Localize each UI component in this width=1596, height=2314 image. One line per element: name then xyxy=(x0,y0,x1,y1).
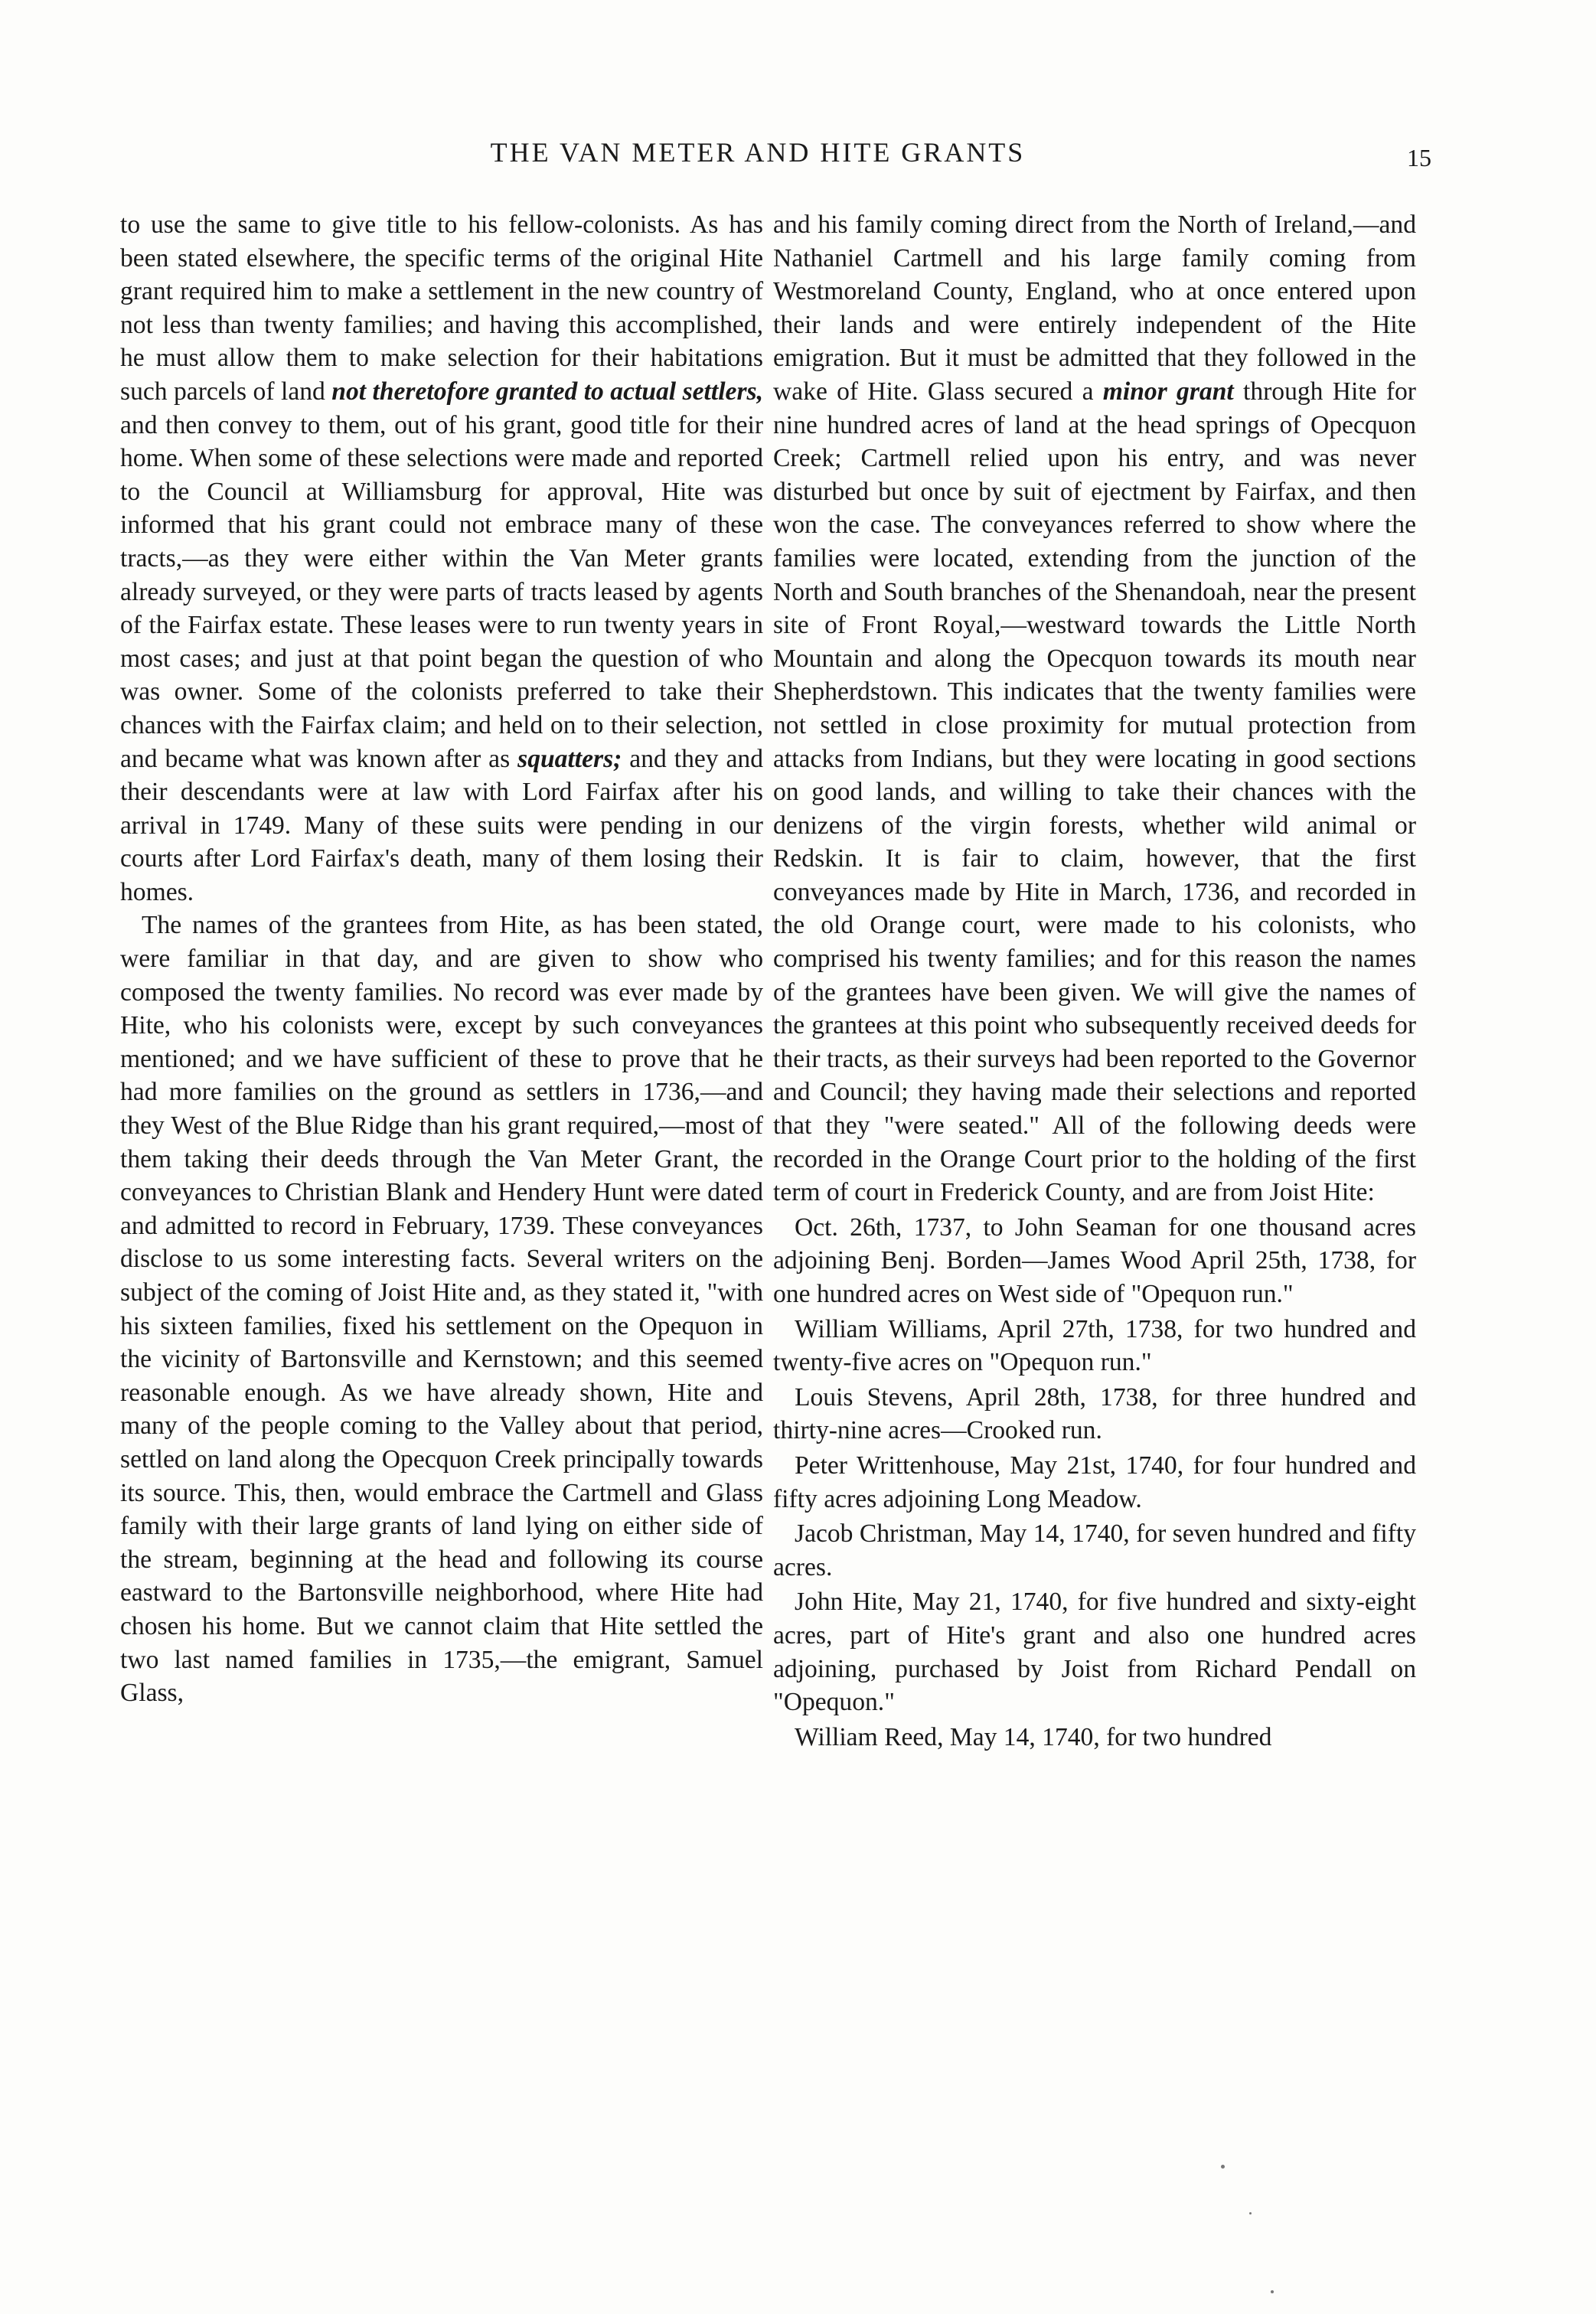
running-head: THE VAN METER AND HITE GRANTS xyxy=(490,137,1026,168)
scan-speck xyxy=(1249,2212,1252,2214)
italic-phrase: minor grant xyxy=(1102,377,1234,406)
text-run: and then convey to them, out of his grant, good title for their home. When some of these selections were made and reported to the Council at Williamsburg for approval, Hite was informed that his grant could not embrace many of these tracts,—as they were either within the Van Meter grants already surveyed, or they were parts of tracts leased by agents of the Fairfax estate. These leases were to run twenty years in most cases; and just at that point began the question of who was owner. Some of the colonists preferred to take their chances with the Fairfax claim; and held on to their selection, and became what was known after as xyxy=(120,410,763,773)
text-run: through Hite for nine hundred acres of land at the head springs of Opecquon Creek; Cartmell relied upon his entry, and was never disturbed but once by suit of ejectment by Fairfax, and then won the case. The conveyances referred to show where the families were located, extending from the junction of the North and South branches of the Shenandoah, near the present site of Front Royal,—westward towards the Little North Mountain and along the Opecquon towards its mouth near Shepherdstown. This indicates that the twenty families were not settled in close proximity for mutual protection from attacks from Indians, but they were locating in good sections on good lands, and willing to take their chances with the denizens of the virgin forests, whether wild animal or Redskin. It is fair to claim, however, that the first conveyances made by Hite in March, 1736, and recorded in the old Orange court, were made to his colonists, who comprised his twenty families; and for this reason the names of the grantees have been given. We will give the names of the grantees at this point who subsequently received deeds for their tracts, as their surveys had been reported to the Governor and Council; they having made their selections and reported that they "were seated." All of the following deeds were recorded in the Orange Court prior to the holding of the first term of court in Frederick County, and are from Joist Hite: xyxy=(773,377,1416,1207)
page-number: 15 xyxy=(1407,144,1431,171)
text-run: and his family coming direct from the North of Ireland,—and Nathaniel Cartmell and his large family coming from Westmoreland County, England, who at once entered upon their lands and were entirely independent of the Hite emigration. But it must be admitted that they followed in the wake of Hite. Glass secured a xyxy=(773,211,1416,406)
italic-phrase: not theretofore granted to actual settlers, xyxy=(331,377,763,406)
text-run: and they and their descendants were at law with Lord Fairfax after his arrival in 1749. Many of these suits were pending in our courts after Lord Fairfax's death, many of them losing their homes. xyxy=(120,744,763,906)
right-column xyxy=(773,208,1416,1754)
deed-entry: Oct. 26th, 1737, to John Seaman for one thousand acres adjoining Benj. Borden—James Wood April 25th, 1738, for one hundred acres on West side of "Opequon run." xyxy=(773,1212,1416,1308)
left-paragraph-2: The names of the grantees from Hite, as has been stated, were familiar in that day, and are given to show who composed the twenty families. No record was ever made by Hite, who his colonists were, except by such conveyances mentioned; and we have sufficient of these to prove that he had more families on the ground as settlers in 1736,—and they West of the Blue Ridge than his grant required,—most of them taking their deeds through the Van Meter Grant, the conveyances to Christian Blank and Hendery Hunt were dated and admitted to record in February, 1739. These conveyances disclose to us some interesting facts. Several writers on the subject of the coming of Joist Hite and, as they stated it, "with his sixteen families, fixed his settlement on the Opequon in the vicinity of Bartonsville and Kernstown; and this seemed reasonable enough. As we have already shown, Hite and many of the people coming to the Valley about that period, settled on land along the Opecquon Creek principally towards its source. This, then, would embrace the Cartmell and Glass family with their large grants of land lying on either side of the stream, beginning at the head and following its course eastward to the Bartonsville neighborhood, where Hite had chosen his home. But we cannot claim that Hite settled the two last named families in 1735,—the emigrant, Samuel Glass, xyxy=(120,911,763,1708)
deed-entry: Jacob Christman, May 14, 1740, for seven hundred and fifty acres. xyxy=(773,1519,1416,1581)
left-paragraph-1 xyxy=(120,208,763,909)
deed-entry: Louis Stevens, April 28th, 1738, for three hundred and thirty-nine acres—Crooked run. xyxy=(773,1382,1416,1445)
right-paragraph-1 xyxy=(773,208,1416,1209)
scan-speck xyxy=(1271,2290,1274,2293)
text-run: to use the same to give title to his fellow-colonists. As has been stated elsewhere, the specific terms of the original Hite grant required him to make a settlement in the new country of not less than twenty families; and having this accomplished, he must allow them to make selection for their habitations such parcels of land xyxy=(120,211,763,406)
scan-speck xyxy=(1221,2165,1225,2169)
left-column xyxy=(120,208,763,1710)
italic-phrase: squatters; xyxy=(517,744,622,773)
deed-entry: William Williams, April 27th, 1738, for two hundred and twenty-five acres on "Opequon run." xyxy=(773,1314,1416,1377)
deed-entry: William Reed, May 14, 1740, for two hundred xyxy=(795,1722,1272,1751)
deed-entry: John Hite, May 21, 1740, for five hundred and sixty-eight acres, part of Hite's grant and also one hundred acres adjoining, purchased by Joist from Richard Pendall on "Opequon." xyxy=(773,1588,1416,1717)
deed-entry: Peter Writtenhouse, May 21st, 1740, for four hundred and fifty acres adjoining Long Meadow. xyxy=(773,1451,1416,1513)
